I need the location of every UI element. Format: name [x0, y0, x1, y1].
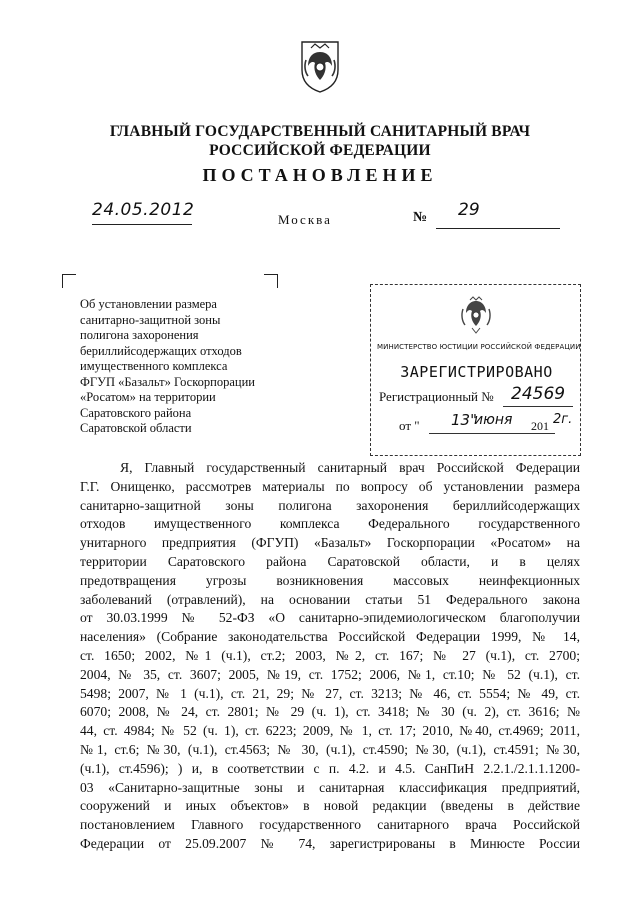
body-line: 44, ст. 4984; № 52 (ч. 1), ст. 6223; 2009, № 1, ст. 17; 2010, №40, ст.4969; 2011,: [80, 723, 580, 739]
stamp-registration-number-label: Регистрационный №: [379, 389, 494, 404]
subject-line: ФГУП «Базальт» Госкорпорации: [80, 374, 255, 389]
stamp-year-prefix: 201: [531, 419, 549, 433]
authority-title-line-1: ГЛАВНЫЙ ГОСУДАРСТВЕННЫЙ САНИТАРНЫЙ ВРАЧ: [109, 123, 531, 140]
subject-bracket-right: [264, 274, 278, 288]
stamp-registration-number: 24569: [511, 384, 566, 404]
body-line: 5498; 2007, № 1 (ч.1), ст. 21, 29; № 27, ст. 3213; № 46, ст. 5554; № 49, ст.: [80, 685, 580, 701]
body-line: санитарно-защитной зоны полигона захоронения бериллийсодержащих: [80, 497, 580, 513]
stamp-date-label: от ": [399, 418, 420, 433]
body-line: ст. 1650; 2002, №1 (ч.1), ст.2; 2003, №2, ст. 167; № 27 (ч.1), ст. 2700;: [80, 647, 580, 663]
body-line: отходов имущественного комплекса Федерального государственного: [80, 516, 580, 532]
body-line: территории Саратовского района Саратовской области, и в целях: [80, 553, 580, 569]
body-line: (ч.1), ст.4596); ) и, в соответствии с п. 4.2. и 4.5. СанПиН 2.2.1./2.1.1.1200-: [80, 760, 580, 776]
body-line: Федерации от 25.09.2007 № 74, зарегистрированы в Минюсте России: [80, 835, 580, 851]
body-line: от 30.03.1999 № 52-ФЗ «О санитарно-эпидемиологическом благополучии: [80, 610, 580, 626]
subject-block: [80, 297, 278, 437]
body-line: предотвращения угрозы возникновения массовых неинфекционных: [80, 572, 580, 588]
number-label: №: [413, 210, 428, 225]
stamp-date-month: июня: [474, 412, 513, 428]
subject-line: Об установлении размера: [80, 297, 217, 311]
stamp-year-handwritten: 2г.: [553, 412, 573, 427]
body-line: сооружений и иных объектов» в новой редакции (введены в действие: [80, 798, 580, 814]
issuing-authority-title: [0, 122, 640, 160]
stamp-registered-label: ЗАРЕГИСТРИРОВАНО: [400, 363, 553, 381]
body-line: 03 «Санитарно-защитные зоны и санитарная классификация предприятий,: [80, 779, 580, 795]
authority-title-line-2: РОССИЙСКОЙ ФЕДЕРАЦИИ: [209, 142, 431, 159]
subject-line: Саратовской области: [80, 421, 192, 435]
stamp-ministry-name: МИНИСТЕРСТВО ЮСТИЦИИ РОССИЙСКОЙ ФЕДЕРАЦИИ: [377, 343, 581, 351]
body-line: Г.Г. Онищенко, рассмотрев материалы по вопросу об установлении размера: [80, 478, 580, 494]
stamp-eagle-icon: [459, 295, 493, 335]
subject-line: имущественного комплекса: [80, 359, 228, 373]
body-line: 6070; 2008, № 24, ст. 2801; № 29 (ч. 1), ст. 3418; № 30 (ч. 2), ст. 3616; №: [80, 704, 580, 720]
body-line: №1, ст.6; №30, (ч.1), ст.4563; № 30, (ч.1), ст.4590; №30, (ч.1), ст.4591; №30,: [80, 741, 580, 757]
handwritten-date: 24.05.2012: [92, 200, 195, 220]
number-underline: [436, 228, 560, 229]
date-underline: [92, 224, 192, 225]
body-line: Я, Главный государственный санитарный врач Российской Федерации: [120, 460, 580, 475]
body-line: 2004, № 35, ст. 3607; 2005, №19, ст. 1752; 2006, №1, ст.10; № 52 (ч.1), ст.: [80, 666, 580, 682]
subject-line: санитарно-защитной зоны: [80, 312, 221, 327]
stamp-date-day: 13": [451, 411, 477, 429]
body-line: заболеваний (отравлений), на основании статьи 51 Федерального закона: [80, 591, 580, 607]
subject-line: «Росатом» на территории: [80, 390, 216, 404]
stamp-number-underline: [503, 406, 573, 407]
handwritten-document-number: 29: [458, 200, 480, 220]
registration-stamp: [370, 284, 581, 456]
decree-body-text: [80, 459, 580, 854]
body-line: унитарного предприятия (ФГУП) «Базальт» Госкорпорации «Росатом» на: [80, 535, 580, 551]
subject-line: полигона захоронения: [80, 328, 199, 342]
subject-line: Саратовского района: [80, 405, 192, 420]
body-line: постановлением Главного государственного санитарного врача Российской: [80, 817, 580, 833]
body-line: населения» (Собрание законодательства Российской Федерации 1999, № 14,: [80, 629, 580, 645]
document-type-heading: ПОСТАНОВЛЕНИЕ: [202, 165, 438, 185]
coat-of-arms-emblem: [296, 36, 344, 94]
subject-line: бериллийсодержащих отходов: [80, 343, 242, 358]
subject-bracket-left: [62, 274, 76, 288]
city-label: Москва: [278, 212, 332, 227]
